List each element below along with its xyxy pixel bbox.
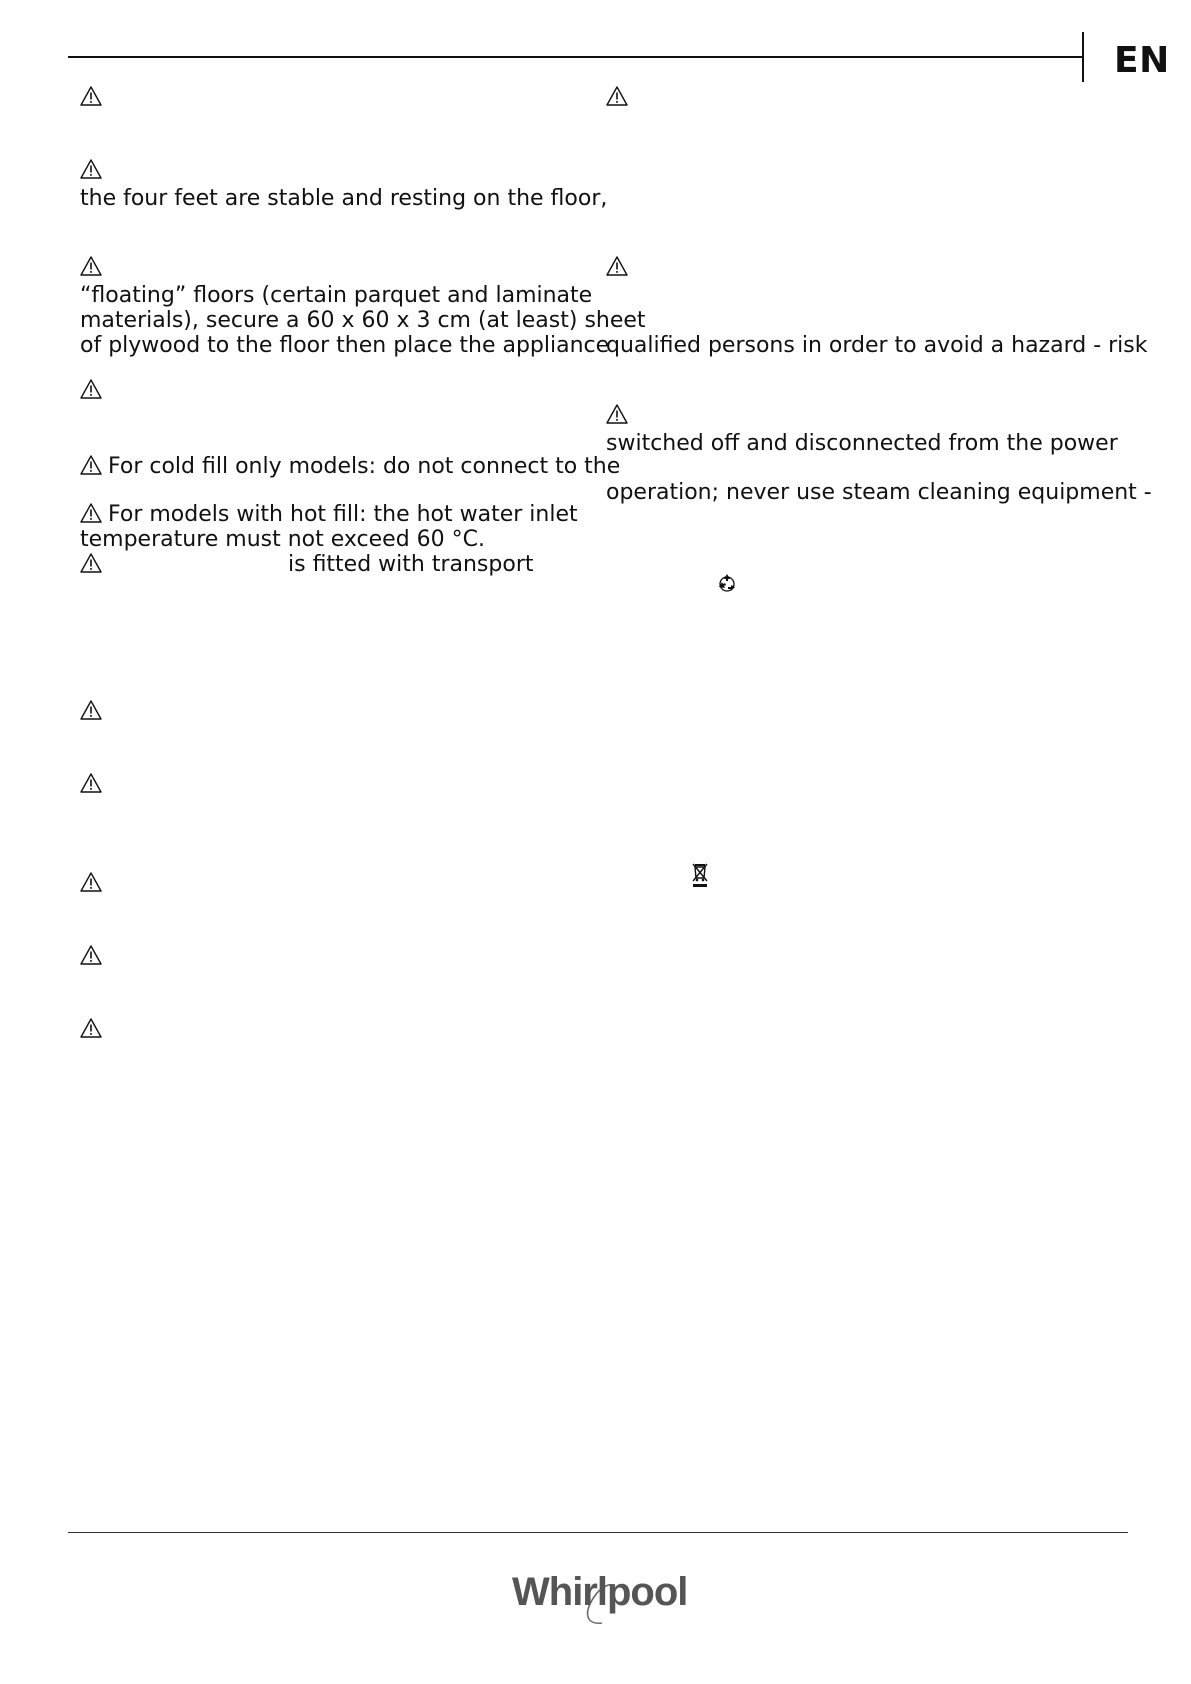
- warning-triangle-icon: [80, 1018, 102, 1038]
- left-text-line: the four feet are stable and resting on the floor,: [80, 186, 608, 211]
- right-text-line: qualified persons in order to avoid a hazard - risk: [606, 333, 1148, 358]
- warning-triangle-icon: [80, 256, 102, 276]
- warning-triangle-icon: [80, 379, 102, 399]
- left-text-line: of plywood to the floor then place the appliance: [80, 333, 610, 358]
- crossed-out-bin-icon: [690, 861, 710, 889]
- warning-triangle-icon: [606, 256, 628, 276]
- warning-triangle-icon: [606, 404, 628, 424]
- left-text-line: For cold fill only models: do not connect to the: [108, 454, 621, 479]
- whirlpool-logo: [510, 1567, 690, 1627]
- warning-triangle-icon: [80, 159, 102, 179]
- left-text-line: materials), secure a 60 x 60 x 3 cm (at least) sheet: [80, 308, 646, 333]
- left-text-line: is fitted with transport: [288, 552, 534, 577]
- footer-rule: [68, 1532, 1128, 1533]
- header-rule: [68, 56, 1084, 58]
- warning-triangle-icon: [80, 872, 102, 892]
- warning-triangle-icon: [80, 86, 102, 106]
- warning-triangle-icon: [80, 700, 102, 720]
- language-label: EN: [1114, 40, 1170, 81]
- warning-triangle-icon: [80, 455, 102, 475]
- left-text-line: “floating” floors (certain parquet and laminate: [80, 283, 593, 308]
- left-text-line: temperature must not exceed 60 °C.: [80, 527, 486, 552]
- brand-name: Whirlpool: [512, 1570, 688, 1614]
- left-text-line: For models with hot fill: the hot water inlet: [108, 502, 578, 527]
- warning-triangle-icon: [80, 553, 102, 573]
- right-text-line: switched off and disconnected from the power: [606, 431, 1118, 456]
- warning-triangle-icon: [80, 503, 102, 523]
- warning-triangle-icon: [80, 773, 102, 793]
- recycle-icon: [716, 572, 738, 594]
- header-divider: [1082, 32, 1084, 82]
- warning-triangle-icon: [606, 86, 628, 106]
- right-text-line: operation; never use steam cleaning equipment -: [606, 480, 1152, 505]
- warning-triangle-icon: [80, 945, 102, 965]
